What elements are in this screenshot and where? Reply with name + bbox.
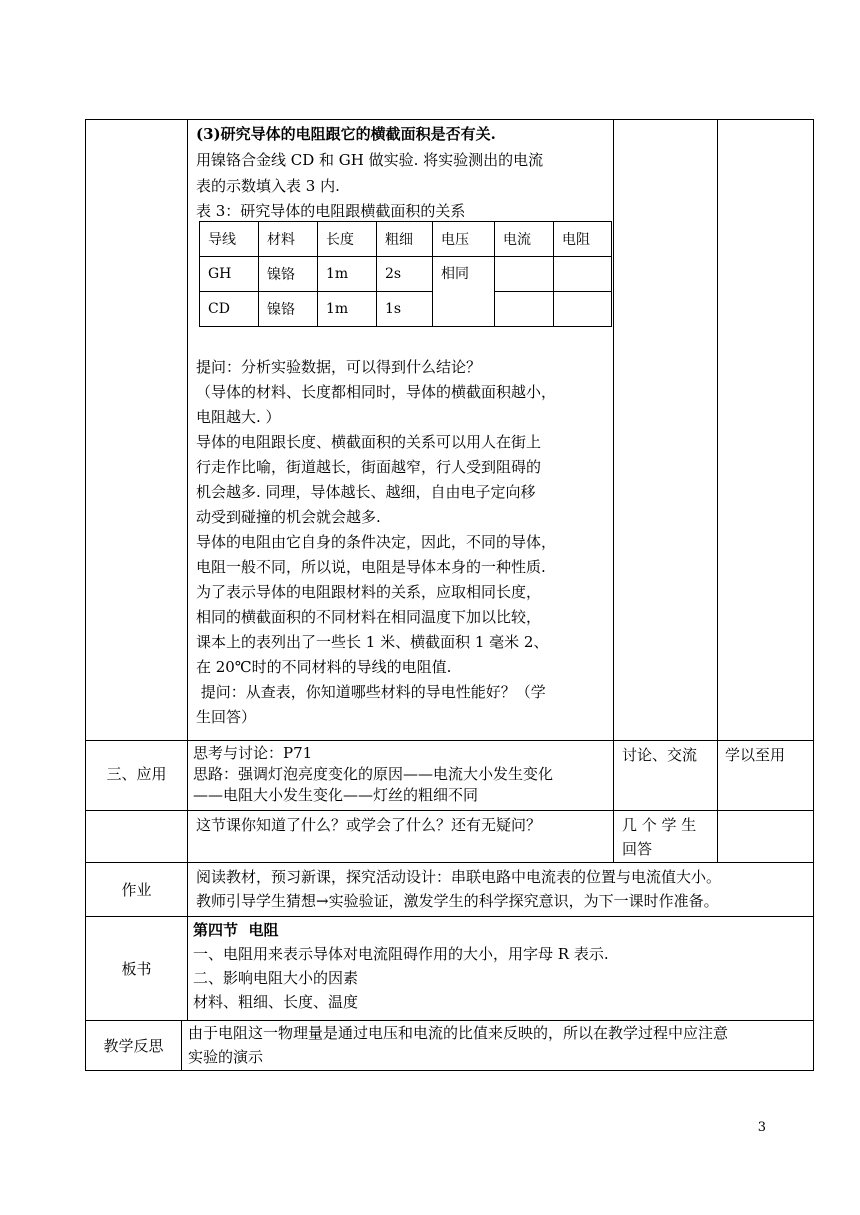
summary-row-text: 这节课你知道了什么？或学会了什么？还有无疑问？ [196, 816, 542, 834]
row-divider [85, 810, 814, 811]
row-divider [85, 862, 814, 863]
homework-row-line: 教师引导学生猜想→实验验证，激发学生的科学探究意识，为下一课时作准备。 [196, 892, 719, 910]
table-cell [554, 257, 612, 292]
body-line: 相同的横截面积的不同材料在相同温度下加以比较， [196, 608, 542, 626]
body-line: 机会越多. 同理，导体越长、越细，自由电子定向移 [196, 483, 536, 501]
table-cell [554, 292, 612, 327]
table-cell: 1s [377, 292, 433, 327]
body-line: 课本上的表列出了一些长 1 米、横截面积 1 毫米 2、 [196, 633, 549, 651]
board-row-title: 第四节 电阻 [193, 921, 279, 939]
board-row-label: 板书 [121, 960, 152, 978]
col-divider [717, 119, 718, 862]
table-right-border [813, 119, 814, 1071]
section3-intro-line: 表 3：研究导体的电阻跟横截面积的关系 [196, 202, 466, 220]
body-line: 为了表示导体的电阻跟材料的关系，应取相同长度， [196, 583, 542, 601]
table-header-cell: 电压 [433, 222, 495, 257]
table-header-cell: 粗细 [377, 222, 433, 257]
board-row-line: 二、影响电阻大小的因素 [193, 969, 359, 987]
body-line: 导体的电阻由它自身的条件决定，因此，不同的导体， [196, 533, 557, 551]
table-header-row [200, 222, 612, 257]
summary-row-student-line: 几 个 学 生 [622, 816, 697, 834]
col-divider [613, 119, 614, 862]
reflection-row-line: 实验的演示 [188, 1048, 264, 1066]
col-divider [187, 119, 188, 1020]
apply-row-line: 思路：强调灯泡亮度变化的原因——电流大小发生变化 [193, 765, 554, 783]
body-line: 导体的电阻跟长度、横截面积的关系可以用人在街上 [196, 433, 542, 451]
table-cell: 1m [318, 292, 377, 327]
table-cell: 镍铬 [259, 292, 318, 327]
body-line: 电阻越大. ） [196, 408, 281, 426]
apply-row-label: 三、应用 [106, 765, 167, 783]
table-row [200, 257, 612, 292]
table-cell: 镍铬 [259, 257, 318, 292]
table-cell: 2s [377, 257, 433, 292]
body-line: 提问：分析实验数据，可以得到什么结论？ [196, 358, 482, 376]
table-left-border [85, 119, 86, 1071]
body-line: 生回答） [196, 708, 257, 726]
body-line: 动受到碰撞的机会就会越多. [196, 508, 381, 526]
row-divider [85, 740, 814, 741]
row-divider [85, 916, 814, 917]
body-line: 行走作比喻，街道越长，街面越窄，行人受到阻碍的 [196, 458, 542, 476]
table-header-cell: 导线 [200, 222, 259, 257]
body-line: 提问：从查表，你知道哪些材料的导电性能好？（学 [196, 683, 546, 701]
body-line: 在 20℃时的不同材料的导线的电阻值. [196, 658, 452, 676]
board-row-line: 材料、粗细、长度、温度 [193, 993, 359, 1011]
apply-row-line: 思考与讨论：P71 [193, 744, 313, 762]
table-bottom-border [85, 1070, 814, 1071]
table-cell [495, 257, 554, 292]
section3-intro-line: 用镍铬合金线 CD 和 GH 做实验. 将实验测出的电流 [196, 151, 544, 169]
table-header-cell: 长度 [318, 222, 377, 257]
table-cell: CD [200, 292, 259, 327]
body-line: 电阻一般不同，所以说，电阻是导体本身的一种性质. [196, 558, 546, 576]
reflection-row-label: 教学反思 [103, 1037, 164, 1055]
reflection-row-line: 由于电阻这一物理量是通过电压和电流的比值来反映的，所以在教学过程中应注意 [188, 1024, 729, 1042]
col-divider [181, 1020, 182, 1070]
table-row [200, 292, 612, 327]
summary-row-student-line: 回答 [622, 840, 653, 858]
table-top-border [85, 119, 814, 120]
apply-row-line: ——电阻大小发生变化——灯丝的粗细不同 [193, 786, 479, 804]
table-header-cell: 材料 [259, 222, 318, 257]
section3-body [196, 355, 611, 730]
apply-row-student-activity: 讨论、交流 [622, 746, 698, 764]
section3-intro-line: 表的示数填入表 3 内. [196, 177, 340, 195]
homework-row-line: 阅读教材，预习新课，探究活动设计：串联电路中电流表的位置与电流值大小。 [196, 868, 722, 886]
table-cell: GH [200, 257, 259, 292]
table-cell-merged: 相同 [433, 257, 495, 327]
page-number: 3 [757, 1120, 766, 1135]
homework-row-label: 作业 [121, 881, 152, 899]
apply-row-design-intent: 学以至用 [725, 746, 786, 764]
table-cell: 1m [318, 257, 377, 292]
board-row-line: 一、电阻用来表示导体对电流阻碍作用的大小，用字母 R 表示. [193, 945, 609, 963]
resistance-data-table [199, 221, 612, 327]
table-cell [495, 292, 554, 327]
section3-heading: (3)研究导体的电阻跟它的横截面积是否有关. [196, 125, 496, 143]
table-header-cell: 电流 [495, 222, 554, 257]
table-header-cell: 电阻 [554, 222, 612, 257]
body-line: （导体的材料、长度都相同时，导体的横截面积越小， [196, 383, 557, 401]
